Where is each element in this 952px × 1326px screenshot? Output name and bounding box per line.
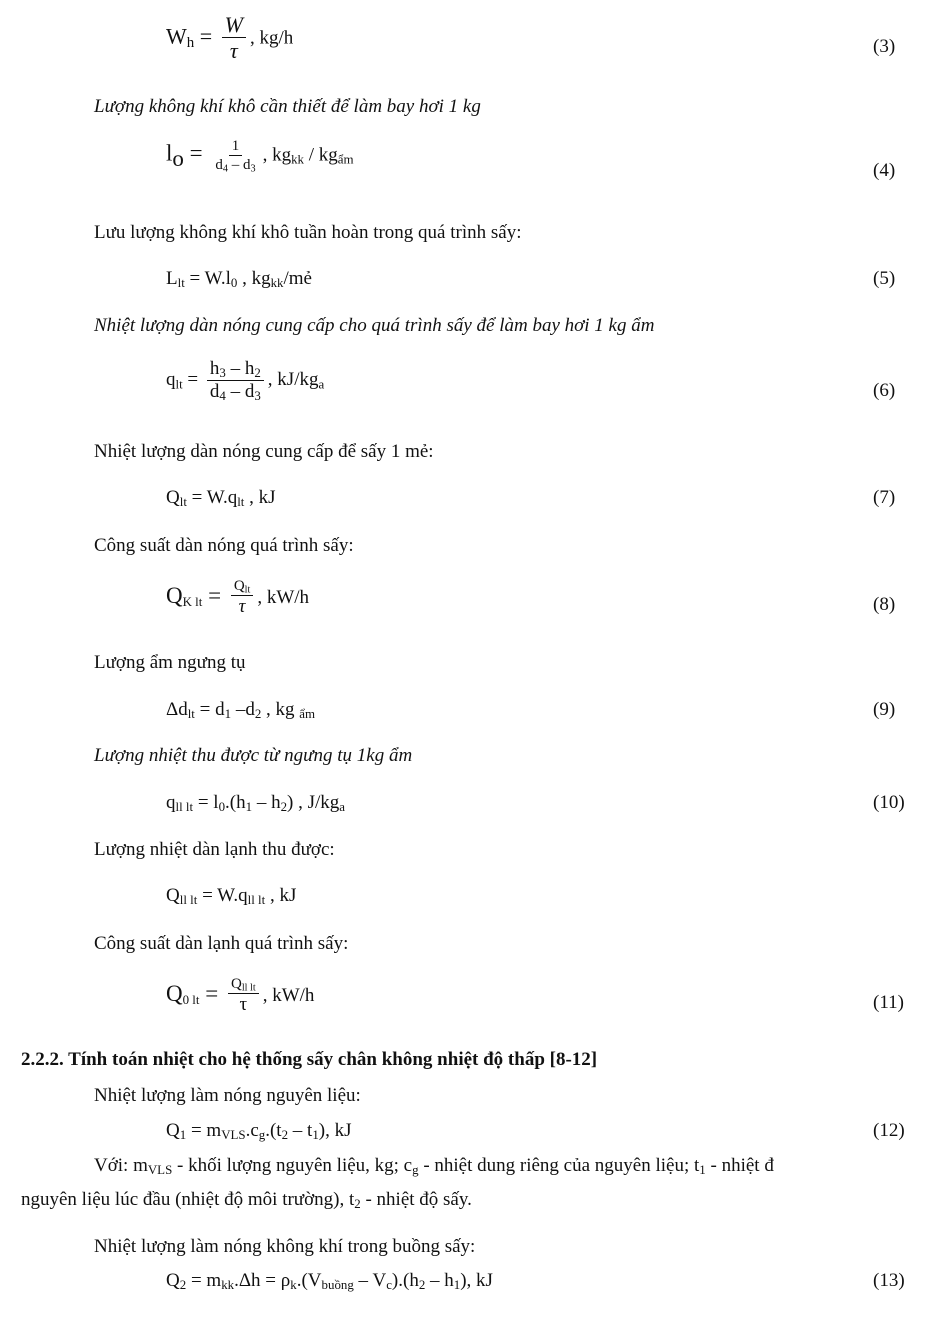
text-Qll-intro: Lượng nhiệt dàn lạnh thu được: [94,839,335,860]
eq5-rhs-sub: 0 [230,275,238,291]
section-heading: 2.2.2. Tính toán nhiệt cho hệ thống sấy chân không nhiệt độ thấp [8-12] [21,1049,598,1070]
eq4-lhs-sub: o [172,146,184,172]
eq9-rhs-a: = d [194,699,225,720]
eq3-lhs: W [166,23,187,49]
eq12-d-sub: 1 [312,1127,319,1143]
eq7-unit: , kJ [244,487,276,508]
eq10-rhs-b-sub: 1 [245,799,253,815]
equation-7 [166,487,276,509]
eq3-numerator: W [222,12,246,38]
eq4-unit-sub1: kk [291,151,304,167]
equation-6 [166,358,324,404]
para-voi-a-sub: VLS [147,1162,173,1178]
eq9-lhs: Δd [166,699,188,720]
equation-11 [166,976,314,1017]
eq4-den-a-sub: 4 [222,163,228,175]
eq10-rhs-a-sub: 0 [218,799,226,815]
eq11-unit: , kW/h [262,984,315,1006]
para-voi-line2 [21,1189,472,1211]
eq13-e: ).(h [391,1270,419,1291]
eq7-number: (7) [873,487,896,508]
eq13-d: – V [353,1270,387,1291]
eq9-rhs-b-sub: 2 [254,706,262,722]
eq6-equals: = [182,369,203,391]
eq7-rhs: = W.q [186,487,238,508]
eq4-den-b-sub: 3 [250,163,256,175]
eq11-fraction [228,976,259,1017]
eq10-rhs-d-sub: a [339,799,345,815]
eq13-f-sub: 1 [453,1277,461,1293]
eq10-rhs-c: – h [252,792,281,813]
eq10-number: (10) [873,792,905,813]
eq3-equals: = [194,23,218,49]
eq6-denominator [207,381,264,404]
eq3-unit: , kg/h [250,27,294,49]
eq9-unit-pre: , kg [261,699,300,720]
eq4-lhs: l [166,140,173,166]
eqqll-rhs-sub: ll lt [247,892,266,908]
eq11-numerator [228,976,259,994]
eq6-lhs-sub: lt [175,376,183,392]
eq6-lhs: q [166,369,176,391]
eq12-lhs-sub: 1 [179,1127,187,1143]
eq6-num-a-sub: 3 [219,365,226,381]
eq9-rhs-a-sub: 1 [224,706,232,722]
eq13-b: .Δh = ρ [234,1270,291,1291]
eq4-equals: = [183,140,209,166]
eq3-denominator: τ [229,38,238,64]
eq10-rhs-a: = l [193,792,219,813]
eq13-a-sub: kk [221,1277,235,1293]
text-l0-intro: Lượng không khí khô cần thiết để làm bay hơi 1 kg [94,96,481,117]
text-QKlt-intro: Công suất dàn nóng quá trình sấy: [94,535,354,556]
eq12-b-sub: g [258,1127,266,1143]
eq8-fraction [231,578,254,619]
eq3-fraction [222,12,246,65]
eq4-denominator [212,156,258,174]
eq13-d-sub: c [386,1277,392,1293]
eq8-num-main: Q [233,578,245,594]
eq12-e: ), kJ [318,1120,352,1141]
para-voi-e-sub: 2 [354,1196,361,1212]
text-Q0-intro: Công suất dàn lạnh quá trình sấy: [94,933,349,954]
eq6-num-a: h [209,358,220,379]
eq7-rhs-sub: lt [237,494,245,510]
eq13-number: (13) [873,1270,905,1291]
eq3-number: (3) [873,36,896,57]
eq12-a-sub: VLS [221,1127,246,1143]
eq5-number: (5) [873,268,896,289]
eq5-unit-post: /mẻ [283,268,312,289]
eq6-unit-sub: a [318,376,325,392]
eq6-num-mid: – h [225,358,255,379]
eq8-num-sub: lt [244,584,251,596]
eq8-lhs: Q [166,582,183,608]
eq5-lhs-sub: lt [177,275,185,291]
eq4-unit-mid: / kg [303,144,338,166]
eq9-rhs-mid: –d [231,699,255,720]
para-voi-d: - nhiệt đ [705,1155,774,1176]
eq10-rhs-b: .(h [225,792,246,813]
eq13-e-sub: 2 [418,1277,426,1293]
para-voi-f: - nhiệt độ sấy. [360,1189,472,1210]
eq10-rhs-d: ) , J/kg [287,792,340,813]
eq13-b-sub: k [290,1277,297,1293]
eq13-a: = m [186,1270,222,1291]
eq4-unit-sub2: ẩm [337,151,354,167]
eq10-rhs-c-sub: 2 [280,799,288,815]
eq11-lhs: Q [166,980,183,1006]
eq6-den-b-sub: 3 [254,388,261,404]
text-llt-intro: Lưu lượng không khí khô tuần hoàn trong quá trình sấy: [94,222,522,243]
para-voi-e: nguyên liệu lúc đầu (nhiệt độ môi trường), t [21,1189,355,1210]
eqqll-lhs: Q [166,885,180,906]
text-Q2-intro: Nhiệt lượng làm nóng không khí trong buồng sấy: [94,1236,476,1257]
eq6-den-mid: – d [225,380,255,402]
eq4-numerator: 1 [229,138,243,156]
eq11-equals: = [199,980,224,1006]
equation-3 [166,12,293,65]
eq4-fraction [212,138,258,174]
equation-4 [166,138,354,174]
eq12-c: .(t [265,1120,282,1141]
eq5-unit-sub: kk [270,275,284,291]
eq9-lhs-sub: lt [187,706,195,722]
eq6-num-b-sub: 2 [254,365,261,381]
equation-5 [166,268,312,290]
para-voi-c-sub: 1 [699,1162,706,1178]
eq13-c: .(V [296,1270,322,1291]
eq12-b: .c [245,1120,259,1141]
eq6-den-a: d [209,380,220,402]
eq9-unit-sub: ẩm [299,706,316,722]
eq12-lhs: Q [166,1120,180,1141]
eqqll-rhs: = W.q [197,885,248,906]
para-voi-a: Với: m [94,1155,148,1176]
eq13-g: ), kJ [460,1270,493,1291]
eq4-den-mid: – d [227,157,251,174]
eq4-number: (4) [873,160,896,181]
equation-8 [166,578,309,619]
eq5-rhs: = W.l [184,268,231,289]
eq8-lhs-sub: K lt [182,594,203,610]
eq6-unit-pre: , kJ/kg [267,369,319,391]
eq12-number: (12) [873,1120,905,1141]
eq12-d: – t [288,1120,313,1141]
eq13-lhs: Q [166,1270,180,1291]
equation-12 [166,1120,352,1142]
eq13-f: – h [425,1270,454,1291]
eqqll-unit: , kJ [265,885,297,906]
text-qlt-intro: Nhiệt lượng dàn nóng cung cấp cho quá trình sấy để làm bay hơi 1 kg ẩm [94,315,655,336]
para-voi-line1 [94,1155,774,1177]
text-Qlt-intro: Nhiệt lượng dàn nóng cung cấp để sấy 1 mẻ: [94,441,434,462]
equation-10 [166,792,345,814]
eq7-lhs-sub: lt [179,494,187,510]
eq7-lhs: Q [166,487,180,508]
eq9-number: (9) [873,699,896,720]
para-voi-c: - nhiệt dung riêng của nguyên liệu; t [418,1155,700,1176]
eq13-lhs-sub: 2 [179,1277,187,1293]
eqqll-lhs-sub: ll lt [179,892,198,908]
eq8-number: (8) [873,594,896,615]
eq11-num-sub: ll lt [241,982,256,994]
eq8-denominator: τ [238,596,246,618]
eq11-lhs-sub: 0 lt [182,992,200,1008]
eq8-unit: , kW/h [257,586,310,608]
eq10-lhs-sub: ll lt [175,799,194,815]
eq12-a: = m [186,1120,222,1141]
para-voi-b-sub: g [412,1162,419,1178]
eq6-den-a-sub: 4 [219,388,226,404]
eq8-numerator [231,578,254,596]
equation-9 [166,699,315,721]
eq6-number: (6) [873,380,896,401]
eq4-den-a: d [215,157,223,174]
eq11-num-main: Q [230,976,242,992]
text-Q1-intro: Nhiệt lượng làm nóng nguyên liệu: [94,1085,361,1106]
text-dd-intro: Lượng ẩm ngưng tụ [94,652,246,673]
eq13-c-sub: buồng [321,1277,354,1293]
eq6-numerator [207,358,264,381]
eq12-c-sub: 2 [281,1127,289,1143]
para-voi-b: - khối lượng nguyên liệu, kg; c [172,1155,413,1176]
eq3-lhs-sub: h [186,35,195,52]
eq11-number: (11) [873,992,904,1013]
equation-qll [166,885,296,907]
eq6-fraction [207,358,264,404]
text-qll-intro: Lượng nhiệt thu được từ ngưng tụ 1kg ẩm [94,745,413,766]
eq5-unit-pre: , kg [237,268,271,289]
eq4-unit-pre: , kg [262,144,292,166]
eq8-equals: = [202,582,227,608]
eq5-lhs: L [166,268,178,289]
eq10-lhs: q [166,792,176,813]
equation-13 [166,1270,493,1292]
eq11-denominator: τ [239,994,248,1016]
